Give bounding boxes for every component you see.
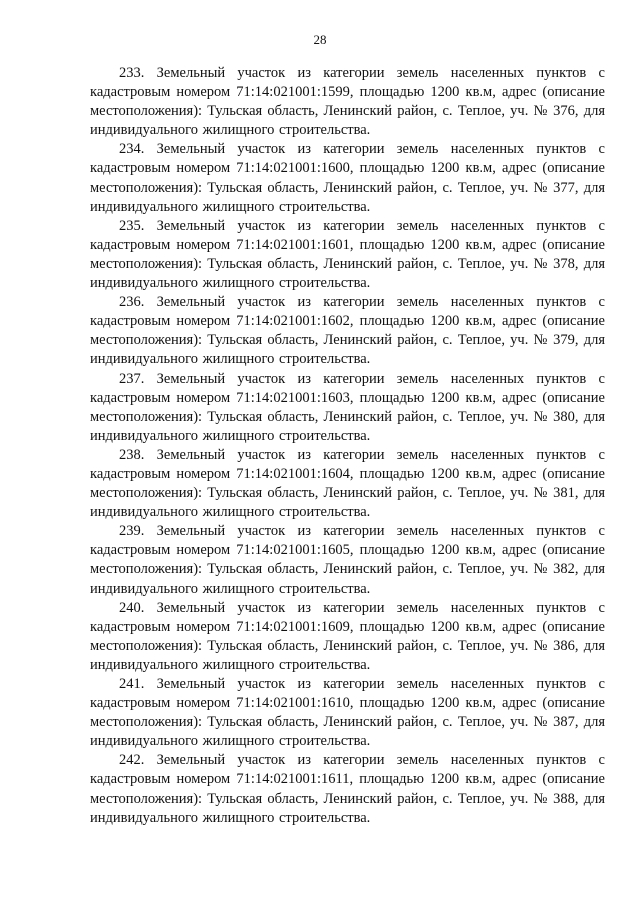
list-item-238 bbox=[90, 446, 605, 522]
item-number: 234. bbox=[119, 141, 145, 158]
item-text: Земельный участок из категории земель населенных пунктов с кадастровым номером 71:14:021001:1599, площадью 1200 кв.м, адрес (описание местоположения): Тульская область, Ленинский район, с. Теплое, уч. № 376, для индивидуального жилищного строительства. bbox=[90, 65, 605, 139]
item-text: Земельный участок из категории земель населенных пунктов с кадастровым номером 71:14:021001:1611, площадью 1200 кв.м, адрес (описание местоположения): Тульская область, Ленинский район, с. Теплое, уч. № 388, для индивидуального жилищного строительства. bbox=[90, 752, 605, 826]
item-number: 241. bbox=[119, 676, 145, 692]
item-number: 236. bbox=[119, 294, 145, 311]
list-item-242 bbox=[90, 751, 605, 827]
list-item-233 bbox=[90, 64, 605, 140]
list-item-240 bbox=[90, 599, 605, 675]
list-item-241 bbox=[90, 675, 605, 751]
item-number: 233. bbox=[119, 65, 145, 81]
list-item-239 bbox=[90, 522, 605, 598]
item-number: 239. bbox=[119, 523, 145, 540]
document-body bbox=[90, 64, 605, 828]
item-text: Земельный участок из категории земель населенных пунктов с кадастровым номером 71:14:021001:1600, площадью 1200 кв.м, адрес (описание местоположения): Тульская область, Ленинский район, с. Теплое, уч. № 377, для индивидуального жилищного строительства. bbox=[90, 141, 605, 215]
item-number: 235. bbox=[119, 217, 145, 234]
item-text: Земельный участок из категории земель населенных пунктов с кадастровым номером 71:14:021001:1602, площадью 1200 кв.м, адрес (описание местоположения): Тульская область, Ленинский район, с. Теплое, уч. № 379, для индивидуального жилищного строительства. bbox=[90, 294, 605, 368]
item-number: 238. bbox=[119, 446, 145, 463]
list-item-237 bbox=[90, 370, 605, 446]
item-text: Земельный участок из категории земель населенных пунктов с кадастровым номером 71:14:021001:1603, площадью 1200 кв.м, адрес (описание местоположения): Тульская область, Ленинский район, с. Теплое, уч. № 380, для индивидуального жилищного строительства. bbox=[90, 370, 605, 444]
item-number: 237. bbox=[119, 370, 145, 387]
list-item-234 bbox=[90, 140, 605, 216]
list-item-236 bbox=[90, 293, 605, 369]
item-number: 242. bbox=[119, 752, 145, 769]
item-text: Земельный участок из категории земель населенных пунктов с кадастровым номером 71:14:021001:1605, площадью 1200 кв.м, адрес (описание местоположения): Тульская область, Ленинский район, с. Теплое, уч. № 382, для индивидуального жилищного строительства. bbox=[90, 523, 605, 597]
list-item-235 bbox=[90, 217, 605, 293]
item-text: Земельный участок из категории земель населенных пунктов с кадастровым номером 71:14:021001:1610, площадью 1200 кв.м, адрес (описание местоположения): Тульская область, Ленинский район, с. Теплое, уч. № 387, для индивидуального жилищного строительства. bbox=[90, 676, 605, 750]
item-text: Земельный участок из категории земель населенных пунктов с кадастровым номером 71:14:021001:1601, площадью 1200 кв.м, адрес (описание местоположения): Тульская область, Ленинский район, с. Теплое, уч. № 378, для индивидуального жилищного строительства. bbox=[90, 217, 605, 292]
item-number: 240. bbox=[119, 599, 145, 616]
page-number: 28 bbox=[313, 32, 327, 47]
item-text: Земельный участок из категории земель населенных пунктов с кадастровым номером 71:14:021001:1604, площадью 1200 кв.м, адрес (описание местоположения): Тульская область, Ленинский район, с. Теплое, уч. № 381, для индивидуального жилищного строительства. bbox=[90, 446, 605, 521]
item-text: Земельный участок из категории земель населенных пунктов с кадастровым номером 71:14:021001:1609, площадью 1200 кв.м, адрес (описание местоположения): Тульская область, Ленинский район, с. Теплое, уч. № 386, для индивидуального жилищного строительства. bbox=[90, 599, 605, 673]
